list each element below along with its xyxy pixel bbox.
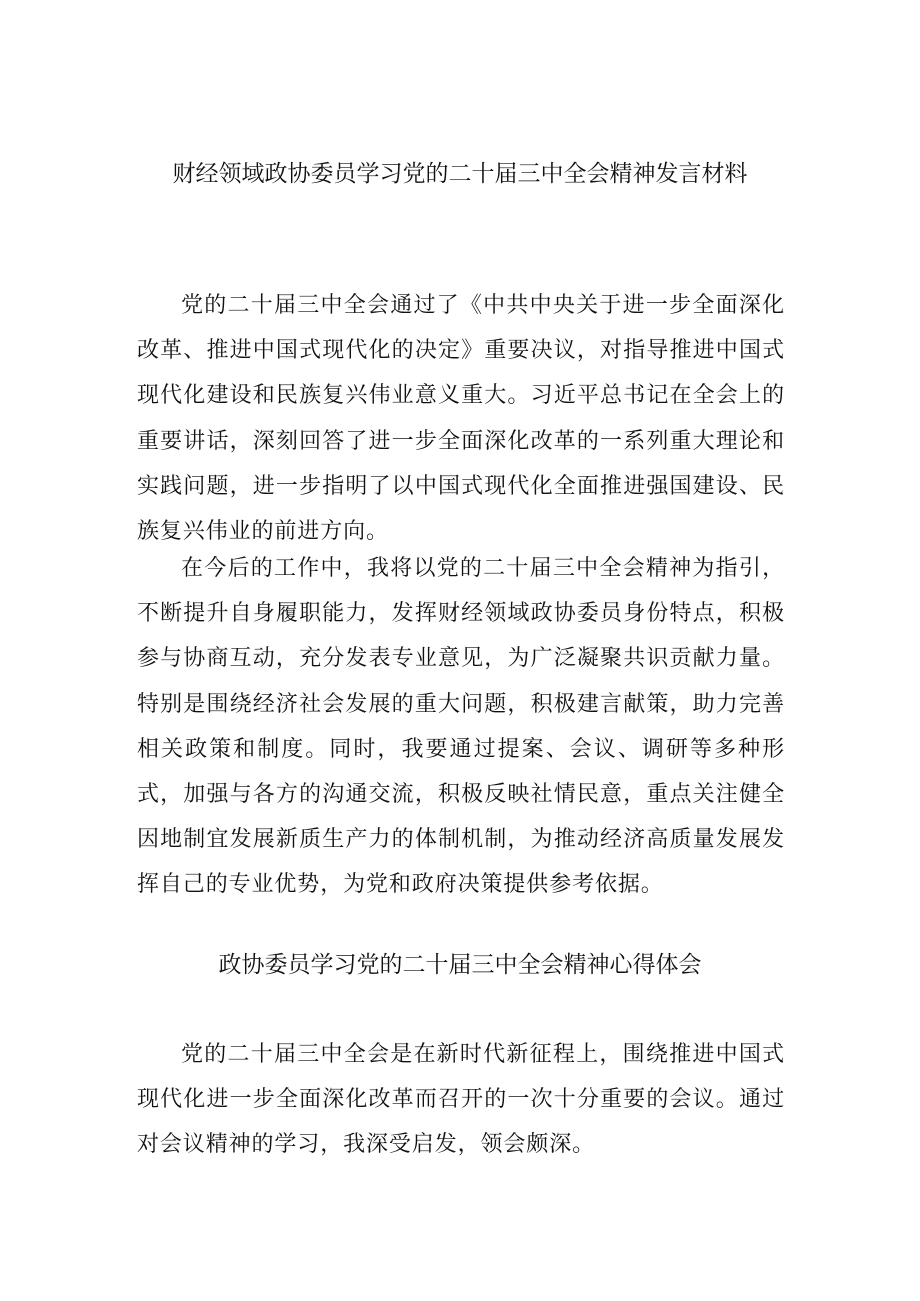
section-1-title: 财经领域政协委员学习党的二十届三中全会精神发言材料 <box>172 161 748 187</box>
section-2-title: 政协委员学习党的二十届三中全会精神心得体会 <box>218 952 702 978</box>
section-1-paragraph-1: 党的二十届三中全会通过了《中共中央关于进一步全面深化改革、推进中国式现代化的决定》重要决议，对指导推进中国式现代化建设和民族复兴伟业意义重大。习近平总书记在全会上的重要讲话，深刻回答了进一步全面深化改革的一系列重大理论和实践问题，进一步指明了以中国式现代化全面推进强国建设、民族复兴伟业的前进方向。 <box>137 293 785 545</box>
section-1-paragraph-2: 在今后的工作中，我将以党的二十届三中全会精神为指引，不断提升自身履职能力，发挥财经领域政协委员身份特点，积极参与协商互动，充分发表专业意见，为广泛凝聚共识贡献力量。特别是围绕经济社会发展的重大问题，积极建言献策，助力完善相关政策和制度。同时，我要通过提案、会议、调研等多种形式，加强与各方的沟通交流，积极反映社情民意，重点关注健全因地制宜发展新质生产力的体制机制，为推动经济高质量发展发挥自己的专业优势，为党和政府决策提供参考依据。 <box>137 556 785 898</box>
section-2-paragraph-1: 党的二十届三中全会是在新时代新征程上，围绕推进中国式现代化进一步全面深化改革而召开的一次十分重要的会议。通过对会议精神的学习，我深受启发，领会颇深。 <box>137 1042 785 1158</box>
